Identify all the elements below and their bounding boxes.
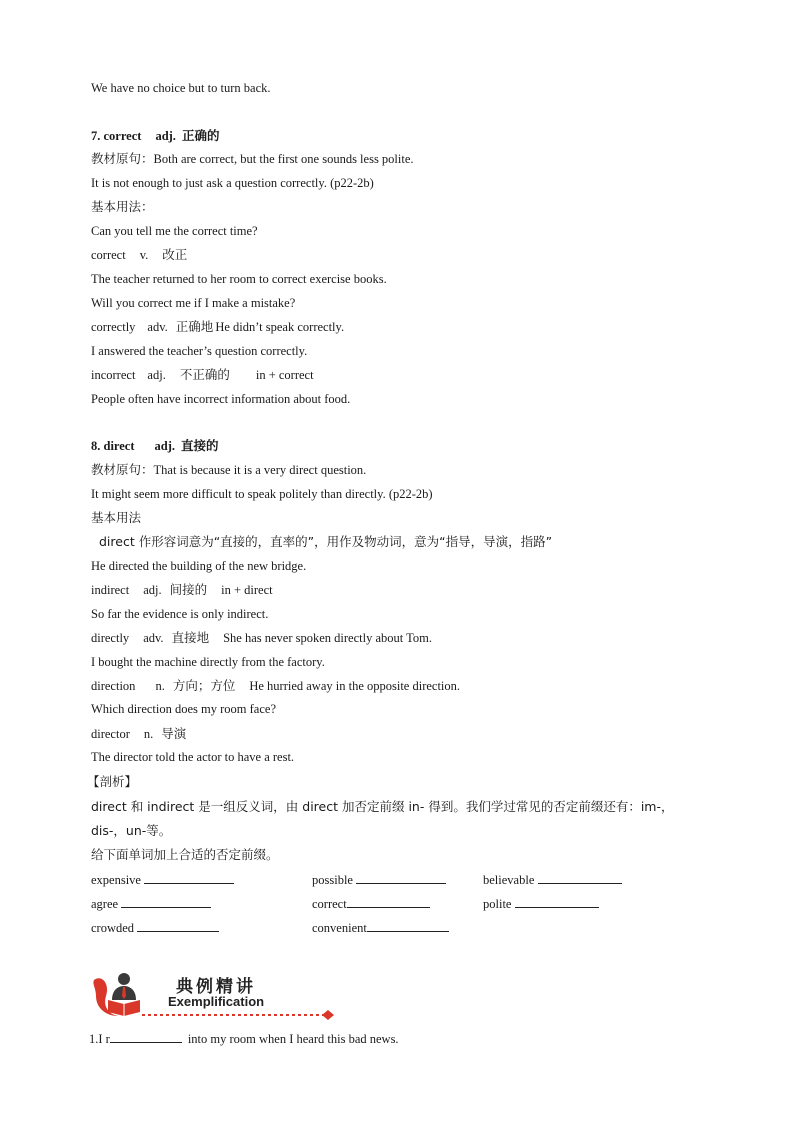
answer-blank[interactable] <box>515 895 599 908</box>
question-suffix: into my room when I heard this bad news. <box>187 1032 399 1046</box>
derivative-line <box>91 582 273 598</box>
question-prefix: 1.I r <box>89 1032 110 1046</box>
exercise-word: possible <box>312 873 353 887</box>
text-line: It might seem more difficult to speak politely than directly. (p22-2b) <box>91 487 433 501</box>
section-label: 基本用法： <box>91 199 154 214</box>
answer-blank[interactable] <box>144 871 234 884</box>
vocab-meaning: 直接的 <box>181 438 219 453</box>
derivative-line <box>91 247 187 263</box>
source-text: That is because it is a very direct question. <box>153 463 367 477</box>
section-label: 基本用法 <box>91 510 142 525</box>
source-sentence-line <box>91 462 366 478</box>
exercise-row <box>91 919 731 935</box>
derivative-pos: v. <box>139 248 149 262</box>
answer-blank[interactable] <box>347 895 430 908</box>
answer-blank[interactable] <box>538 871 622 884</box>
exercise-word: convenient <box>312 921 367 935</box>
exercise-item[interactable] <box>312 895 430 912</box>
derivative-word: direction <box>91 679 136 693</box>
exercise-item[interactable] <box>91 871 234 888</box>
source-label: 教材原句： <box>91 151 154 166</box>
derivative-meaning: 方向；方位 <box>172 678 236 693</box>
derivative-word: indirect <box>91 583 130 597</box>
derivative-pos: adv. <box>147 320 168 334</box>
answer-blank[interactable] <box>356 871 446 884</box>
source-sentence-line <box>91 151 414 167</box>
derivative-line <box>91 367 314 383</box>
exercise-row <box>91 871 731 887</box>
example-line: I answered the teacher’s question correctly. <box>91 344 308 358</box>
derivative-meaning: 正确地 <box>175 319 214 334</box>
vocab-word: 8. direct <box>91 439 135 453</box>
derivative-pos: n. <box>155 679 165 693</box>
exercise-item[interactable] <box>91 919 219 936</box>
derivative-formation: in + correct <box>255 368 314 382</box>
derivative-example: She has never spoken directly about Tom. <box>223 631 432 645</box>
derivative-word: correct <box>91 248 126 262</box>
derivative-meaning: 导演 <box>161 726 187 741</box>
exercise-word: crowded <box>91 921 135 935</box>
example-line: The teacher returned to her room to correct exercise books. <box>91 272 387 286</box>
derivative-pos: adj. <box>147 368 166 382</box>
analysis-heading: 【剖析】 <box>87 774 138 789</box>
exercise-item[interactable] <box>91 895 211 912</box>
answer-blank[interactable] <box>137 919 219 932</box>
answer-blank[interactable] <box>110 1030 182 1043</box>
analysis-text: direct 和 indirect 是一组反义词，由 direct 加否定前缀 in- 得到。我们学过常见的否定前缀还有：im-， <box>91 799 674 814</box>
derivative-meaning: 不正确的 <box>179 367 230 382</box>
vocab-heading-correct <box>91 128 219 144</box>
derivative-meaning: 间接的 <box>169 582 208 597</box>
vocab-pos: adj. <box>154 439 176 453</box>
banner-title: 典例精讲 <box>176 977 256 997</box>
exercise-word: agree <box>91 897 119 911</box>
derivative-word: incorrect <box>91 368 136 382</box>
analysis-text: dis-，un-等。 <box>91 823 172 838</box>
exercise-row <box>91 895 731 911</box>
derivative-formation: in + direct <box>221 583 273 597</box>
derivative-line <box>91 678 460 694</box>
derivative-word: directly <box>91 631 130 645</box>
derivative-meaning: 直接地 <box>171 630 210 645</box>
text-line: We have no choice but to turn back. <box>91 81 271 95</box>
exercise-word: expensive <box>91 873 141 887</box>
derivative-meaning: 改正 <box>162 247 188 262</box>
exercise-word: correct <box>312 897 347 911</box>
example-line: Which direction does my room face? <box>91 702 276 716</box>
source-label: 教材原句： <box>91 462 154 477</box>
vocab-heading-direct <box>91 438 219 454</box>
example-line: He directed the building of the new bridge. <box>91 559 307 573</box>
banner-subtitle: Exemplification <box>168 994 265 1009</box>
derivative-word: director <box>91 727 130 741</box>
exercise-word: believable <box>483 873 535 887</box>
example-line: I bought the machine directly from the factory. <box>91 655 325 669</box>
example-line: Can you tell me the correct time? <box>91 224 258 238</box>
derivative-example: He hurried away in the opposite direction. <box>249 679 461 693</box>
derivative-example: He didn’t speak correctly. <box>215 320 345 334</box>
exercise-item[interactable] <box>483 871 622 888</box>
vocab-pos: adj. <box>155 129 176 143</box>
exercise-item[interactable] <box>312 919 449 936</box>
usage-note: direct 作形容词意为“直接的，直率的”，用作及物动词，意为“指导，导演，指路” <box>99 534 553 549</box>
example-line: Will you correct me if I make a mistake? <box>91 296 296 310</box>
exercise-item[interactable] <box>483 895 599 912</box>
derivative-pos: adv. <box>143 631 164 645</box>
derivative-line <box>91 726 186 742</box>
exercise-word: polite <box>483 897 512 911</box>
text-line: It is not enough to just ask a question correctly. (p22-2b) <box>91 176 374 190</box>
source-text: Both are correct, but the first one sounds less polite. <box>153 152 414 166</box>
section-banner <box>90 966 350 1022</box>
answer-blank[interactable] <box>121 895 211 908</box>
derivative-pos: n. <box>143 727 154 741</box>
vocab-meaning: 正确的 <box>181 128 220 143</box>
example-line: People often have incorrect information about food. <box>91 392 351 406</box>
exercise-prompt: 给下面单词加上合适的否定前缀。 <box>91 847 279 862</box>
derivative-word: correctly <box>91 320 136 334</box>
vocab-word: 7. correct <box>91 129 142 143</box>
example-line: The director told the actor to have a rest. <box>91 750 295 764</box>
exercise-item[interactable] <box>312 871 446 888</box>
question-1 <box>89 1030 399 1046</box>
derivative-line <box>91 319 344 335</box>
derivative-line <box>91 630 432 646</box>
answer-blank[interactable] <box>367 919 449 932</box>
derivative-pos: adj. <box>143 583 162 597</box>
example-line: So far the evidence is only indirect. <box>91 607 269 621</box>
